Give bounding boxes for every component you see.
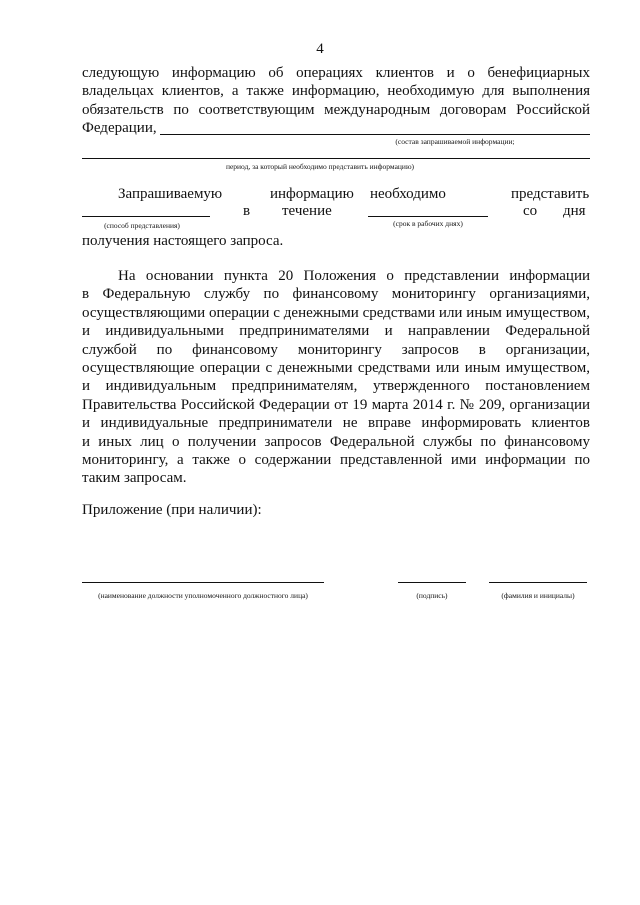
term-caption: (срок в рабочих днях): [393, 219, 463, 228]
main-paragraph-line-1: На основании пункта 20 Положения о представлении информации: [118, 268, 590, 284]
name-blank-line: [489, 582, 587, 583]
main-paragraph-line-9: и индивидуальные предприниматели не вправе информировать клиентов: [82, 415, 590, 432]
composition-caption: (состав запрашиваемой информации;: [395, 137, 515, 146]
main-paragraph-last-line: таким запросам.: [82, 470, 187, 486]
period-caption: период, за который необходимо представить информацию): [225, 162, 415, 171]
request-word-day: дня: [563, 203, 586, 219]
intro-line-2: владельцах клиентов, а также информацию, необходимую для выполнения: [82, 83, 590, 100]
period-blank-line: [82, 158, 590, 159]
request-word-provide: представить: [511, 186, 590, 202]
main-paragraph-line-3: осуществляющими операции с денежными средствами или иным имуществом,: [82, 304, 590, 321]
method-caption: (способ представления): [104, 221, 180, 230]
request-word-information: информацию: [270, 186, 354, 202]
composition-blank-line: [160, 134, 590, 135]
signature-blank-line: [398, 582, 466, 583]
main-paragraph-line-5: службой по финансовому мониторингу запросов в организации,: [82, 341, 590, 358]
main-paragraph-line-11: мониторингу, а также о содержании представленной ими информации по: [82, 452, 590, 468]
main-paragraph-line-2: в Федеральную службу по финансовому мониторингу организациями,: [82, 286, 590, 303]
attachment-label: Приложение (при наличии):: [82, 502, 262, 518]
request-word-necessary: необходимо: [370, 186, 446, 202]
name-caption: (фамилия и инициалы): [501, 591, 575, 600]
main-paragraph-line-6: осуществляющие операции с денежными средствами или иным имуществом,: [82, 360, 590, 376]
intro-last-line-prefix: Федерации,: [82, 120, 157, 136]
main-paragraph-line-10: и иных лиц о получении запросов Федеральной службы по финансовому: [82, 433, 590, 450]
main-paragraph-line-8: Правительства Российской Федерации от 19 марта 2014 г. № 209, организации: [82, 396, 590, 413]
main-paragraph-line-7: и индивидуальным предпринимателям, утвержденного постановлением: [82, 378, 590, 395]
signature-caption: (подпись): [416, 591, 448, 600]
request-word-in: в: [243, 203, 251, 219]
position-caption: (наименование должности уполномоченного должностного лица): [98, 591, 308, 600]
request-word-from: со: [523, 203, 538, 219]
position-blank-line: [82, 582, 324, 583]
request-word-during: течение: [282, 203, 332, 219]
method-blank-line: [82, 216, 210, 217]
term-blank-line: [368, 216, 488, 217]
intro-line-1: следующую информацию об операциях клиентов и о бенефициарных: [82, 65, 590, 81]
intro-line-3: обязательств по соответствующим международным договорам Российской: [82, 101, 590, 118]
main-paragraph-line-4: и индивидуальными предпринимателями и направлении Федеральной: [82, 323, 590, 340]
request-word-requested: Запрашиваемую: [118, 186, 223, 202]
page-number: 4: [316, 41, 324, 57]
request-continuation: получения настоящего запроса.: [82, 233, 284, 249]
